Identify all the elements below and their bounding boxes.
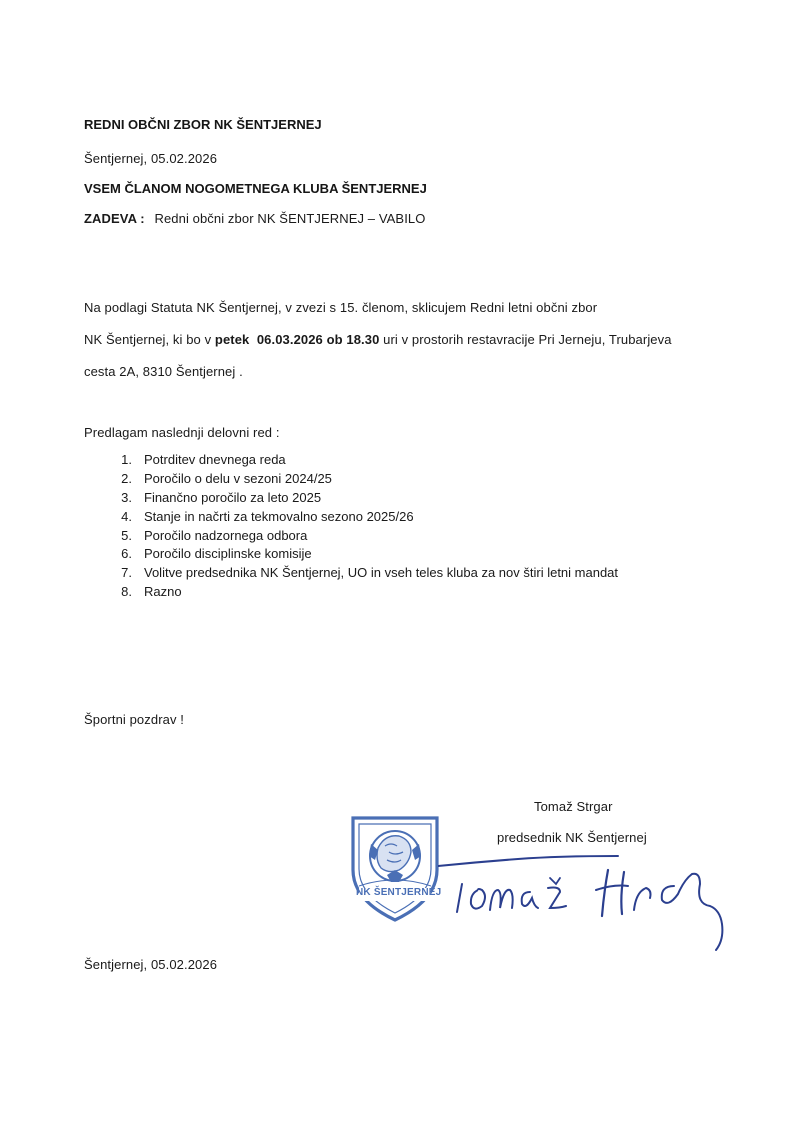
agenda-list xyxy=(85,451,618,602)
agenda-intro: Predlagam naslednji delovni red : xyxy=(84,425,280,440)
club-logo-stamp xyxy=(345,812,445,924)
agenda-item xyxy=(85,583,618,602)
subject-line xyxy=(84,211,425,226)
invitation-line-1: Na podlagi Statuta NK Šentjernej, v zvezi s 15. členom, sklicujem Redni letni občni zbor xyxy=(84,300,598,315)
agenda-item-text: Stanje in načrti za tekmovalno sezono 2025/26 xyxy=(144,508,414,524)
agenda-item xyxy=(85,564,618,583)
invitation-line-2 xyxy=(84,332,672,347)
subject-label: ZADEVA : xyxy=(84,211,145,226)
agenda-item-text: Volitve predsednika NK Šentjernej, UO in vseh teles kluba za nov štiri letni mandat xyxy=(144,565,619,581)
agenda-item-text: Poročilo nadzornega odbora xyxy=(144,527,308,543)
greeting: Športni pozdrav ! xyxy=(84,712,184,727)
meeting-datetime: 06.03.2026 ob 18.30 xyxy=(256,332,380,347)
signer-title: predsednik NK Šentjernej xyxy=(497,830,647,845)
stamp-label: NK ŠENTJERNEJ xyxy=(356,887,442,898)
agenda-item-number: 1. xyxy=(121,452,132,467)
agenda-item-number: 6. xyxy=(121,546,132,562)
agenda-item-number: 3. xyxy=(121,489,132,505)
agenda-item-text: Razno xyxy=(144,584,182,600)
agenda-item xyxy=(85,545,618,564)
signature xyxy=(438,832,738,962)
recipients-line: VSEM ČLANOM NOGOMETNEGA KLUBA ŠENTJERNEJ xyxy=(84,181,427,196)
agenda-item xyxy=(85,508,618,527)
agenda-item-number: 7. xyxy=(121,565,132,581)
place-date: Šentjernej, 05.02.2026 xyxy=(84,151,218,166)
agenda-item-text: Poročilo o delu v sezoni 2024/25 xyxy=(144,470,332,486)
subject-text: Redni občni zbor NK ŠENTJERNEJ – VABILO xyxy=(154,211,426,226)
meeting-day: petek xyxy=(214,332,250,347)
footer-place-date: Šentjernej, 05.02.2026 xyxy=(84,957,218,972)
agenda-item-number: 2. xyxy=(121,470,132,486)
invitation-line-3: cesta 2A, 8310 Šentjernej . xyxy=(84,364,243,379)
agenda-item-number: 8. xyxy=(121,584,132,600)
agenda-item-number: 4. xyxy=(121,508,132,524)
agenda-item-text: Poročilo disciplinske komisije xyxy=(144,546,312,562)
invitation-line-2-pre: NK Šentjernej, ki bo v xyxy=(84,332,215,347)
agenda-item xyxy=(85,451,618,470)
agenda-item-number: 5. xyxy=(121,527,132,543)
agenda-item xyxy=(85,527,618,546)
agenda-item-text: Potrditev dnevnega reda xyxy=(144,452,286,467)
invitation-line-2-post: uri v prostorih restavracije Pri Jerneju, Trubarjeva xyxy=(379,332,672,347)
agenda-item-text: Finančno poročilo za leto 2025 xyxy=(144,489,322,505)
agenda-item xyxy=(85,470,618,489)
agenda-item xyxy=(85,489,618,508)
document-title: REDNI OBČNI ZBOR NK ŠENTJERNEJ xyxy=(84,117,322,132)
signer-name: Tomaž Strgar xyxy=(534,799,613,814)
